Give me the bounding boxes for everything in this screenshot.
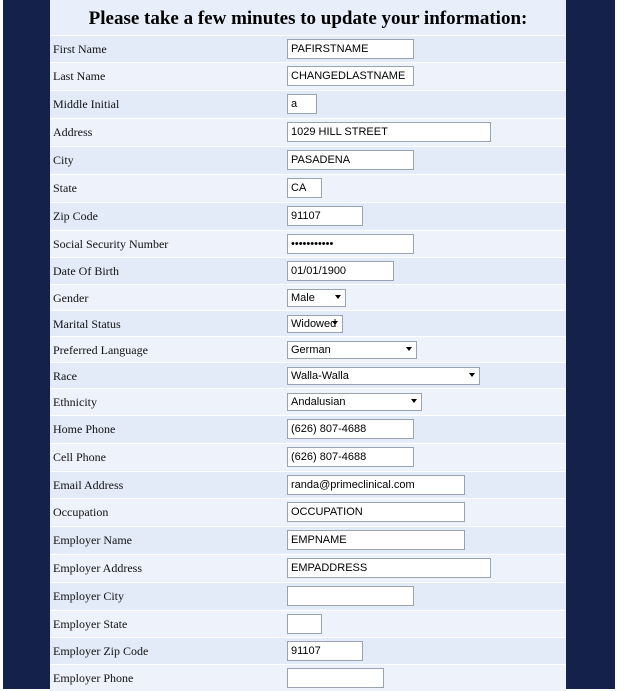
form-row-dob <box>50 257 566 284</box>
city-input[interactable] <box>287 150 414 170</box>
ethnicity-select[interactable] <box>287 393 422 411</box>
race-label: Race <box>53 369 77 383</box>
marital-status-select[interactable] <box>287 315 343 333</box>
form-row-ssn <box>50 230 566 257</box>
ssn-input[interactable] <box>287 234 414 254</box>
form-row-preferred-language <box>50 336 566 363</box>
form-row-first-name <box>50 35 566 62</box>
middle-initial-input[interactable] <box>287 94 317 114</box>
state-input[interactable] <box>287 178 322 198</box>
form-row-home-phone <box>50 415 566 442</box>
employer-name-input[interactable] <box>287 530 465 550</box>
chevron-down-icon <box>335 295 341 299</box>
first-name-input[interactable] <box>287 39 414 59</box>
form-row-employer-address <box>50 554 566 581</box>
occupation-input[interactable] <box>287 502 465 522</box>
form-row-employer-phone <box>50 664 566 691</box>
email-label: Email Address <box>53 478 124 492</box>
employer-address-label: Employer Address <box>53 561 142 575</box>
email-input[interactable] <box>287 475 465 495</box>
last-name-label: Last Name <box>53 69 106 83</box>
address-input[interactable] <box>287 122 491 142</box>
home-phone-label: Home Phone <box>53 422 116 436</box>
form-row-marital-status <box>50 310 566 337</box>
form-row-email <box>50 471 566 498</box>
chevron-down-icon <box>406 347 412 351</box>
employer-phone-label: Employer Phone <box>53 671 134 685</box>
gender-label: Gender <box>53 291 89 305</box>
state-label: State <box>53 181 77 195</box>
race-select[interactable] <box>287 367 480 385</box>
form-row-race <box>50 362 566 389</box>
employer-phone-input[interactable] <box>287 668 384 688</box>
ethnicity-select-value: Andalusian <box>291 396 346 408</box>
employer-name-label: Employer Name <box>53 533 132 547</box>
ethnicity-label: Ethnicity <box>53 395 97 409</box>
form-row-address <box>50 118 566 145</box>
employer-city-label: Employer City <box>53 589 124 603</box>
form-row-employer-zip <box>50 637 566 664</box>
ssn-label: Social Security Number <box>53 237 169 251</box>
form-row-occupation <box>50 498 566 525</box>
form-row-employer-name <box>50 526 566 553</box>
zip-code-input[interactable] <box>287 206 363 226</box>
chevron-down-icon <box>469 373 475 377</box>
dob-label: Date Of Birth <box>53 264 119 278</box>
occupation-label: Occupation <box>53 505 109 519</box>
dob-input[interactable] <box>287 261 394 281</box>
form-row-employer-city <box>50 582 566 609</box>
preferred-language-label: Preferred Language <box>53 343 148 357</box>
employer-zip-input[interactable] <box>287 641 363 661</box>
cell-phone-label: Cell Phone <box>53 450 106 464</box>
form-row-zip <box>50 202 566 229</box>
marital-status-label: Marital Status <box>53 317 121 331</box>
form-row-gender <box>50 284 566 311</box>
middle-initial-label: Middle Initial <box>53 97 120 111</box>
race-select-value: Walla-Walla <box>291 370 349 382</box>
form-row-ethnicity <box>50 388 566 415</box>
chevron-down-icon <box>332 321 338 325</box>
employer-address-input[interactable] <box>287 558 491 578</box>
form-row-cell-phone <box>50 443 566 470</box>
form-row-last-name <box>50 62 566 89</box>
preferred-language-select[interactable] <box>287 341 417 359</box>
employer-state-input[interactable] <box>287 614 322 634</box>
form-row-state <box>50 174 566 201</box>
cell-phone-input[interactable] <box>287 447 414 467</box>
city-label: City <box>53 153 74 167</box>
employer-state-label: Employer State <box>53 617 128 631</box>
form-row-employer-state <box>50 610 566 637</box>
form-title: Please take a few minutes to update your information: <box>88 8 528 29</box>
zip-code-label: Zip Code <box>53 209 98 223</box>
last-name-input[interactable] <box>287 66 414 86</box>
form-row-middle-initial <box>50 90 566 117</box>
home-phone-input[interactable] <box>287 419 414 439</box>
employer-city-input[interactable] <box>287 586 414 606</box>
chevron-down-icon <box>411 399 417 403</box>
marital-status-select-value: Widowed <box>291 318 337 330</box>
address-label: Address <box>53 125 93 139</box>
preferred-language-select-value: German <box>291 344 331 356</box>
first-name-label: First Name <box>53 42 107 56</box>
gender-select-value: Male <box>291 292 315 304</box>
gender-select[interactable] <box>287 289 346 307</box>
employer-zip-label: Employer Zip Code <box>53 644 149 658</box>
form-row-city <box>50 146 566 173</box>
